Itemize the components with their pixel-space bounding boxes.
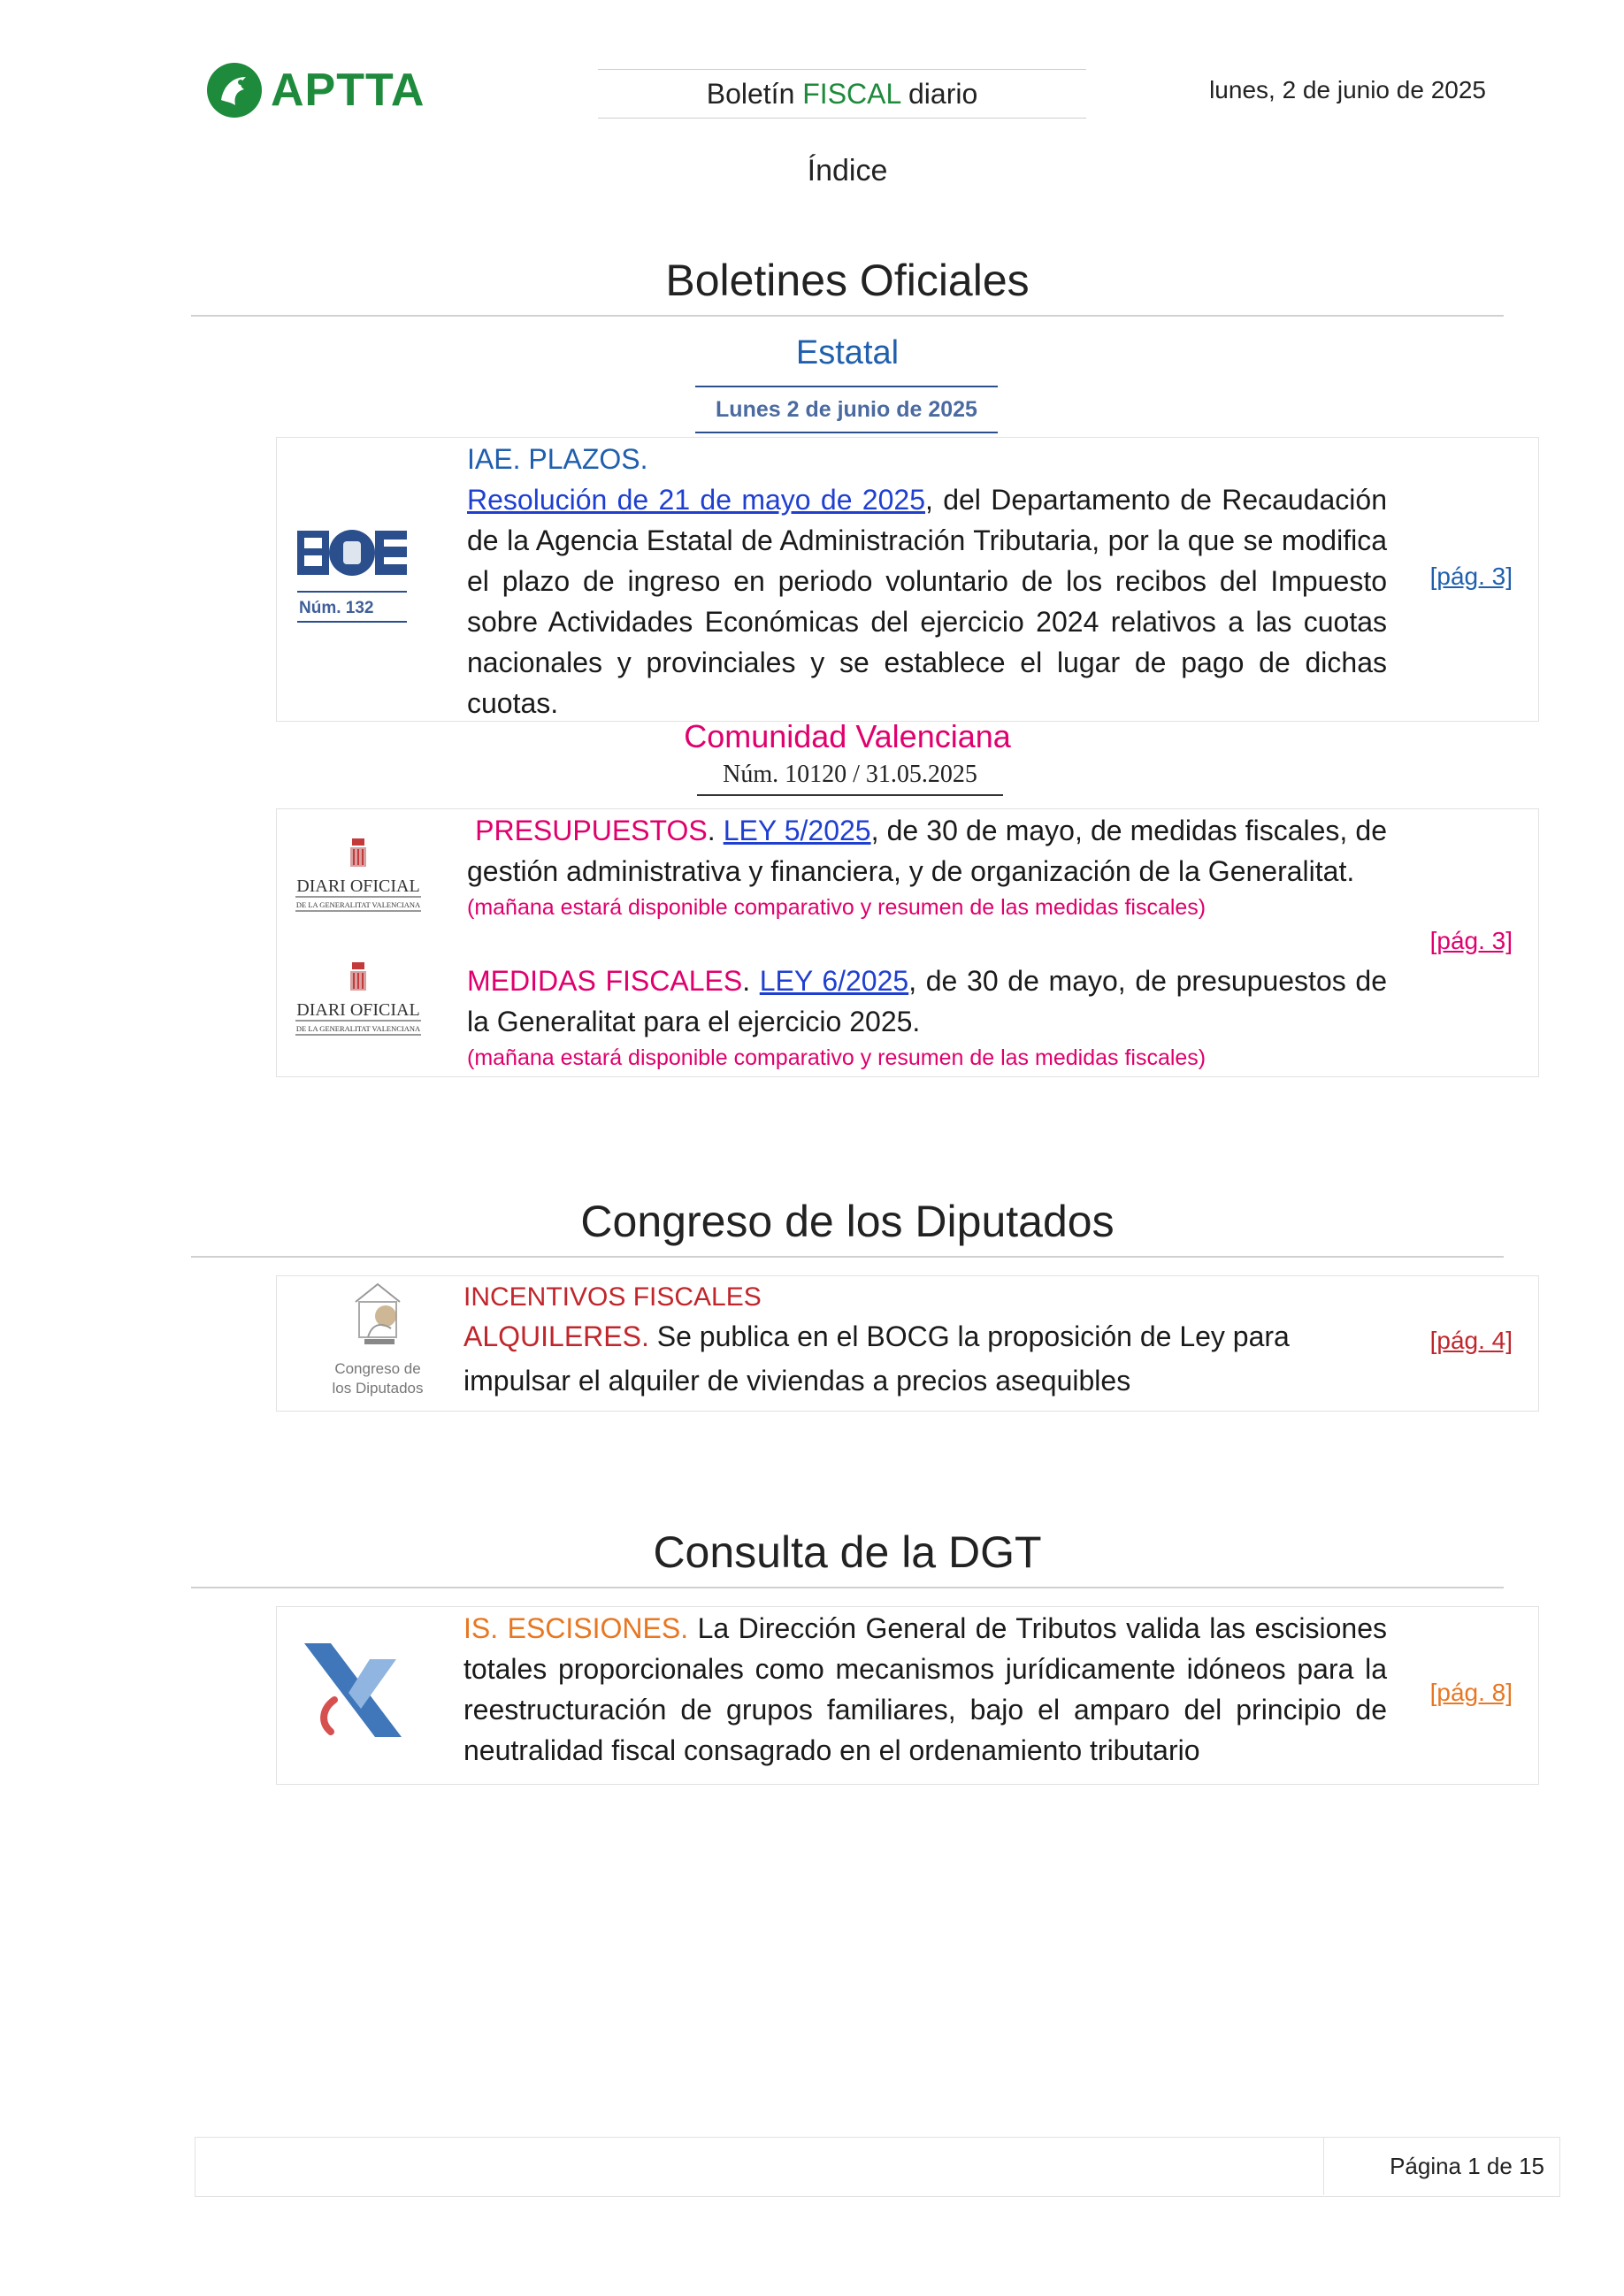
- boe-resolution-link[interactable]: Resolución de 21 de mayo de 2025: [467, 484, 925, 516]
- boe-logo-icon: [297, 527, 407, 578]
- dogv-logo-line1: DIARI OFICIAL: [296, 876, 420, 896]
- dogv-logo-line2: DE LA GENERALITAT VALENCIANA: [295, 900, 421, 909]
- section-divider: [191, 315, 1504, 317]
- boe-number: Núm. 132: [297, 591, 407, 623]
- dogv-item1-body: , de 30 de mayo, de medidas fiscales, de gestión administrativa y financiera, y de organización de la Generalitat.: [467, 815, 1388, 887]
- boe-page-link[interactable]: [pág. 3]: [1429, 563, 1513, 590]
- section-divider: [191, 1587, 1504, 1588]
- ley-5-2025-link[interactable]: LEY 5/2025: [723, 815, 871, 846]
- congreso-logo-text: [329, 1359, 426, 1398]
- bulletin-suffix: diario: [900, 78, 978, 110]
- congreso-logo-line2: los Diputados: [332, 1380, 424, 1397]
- header-date: lunes, 2 de junio de 2025: [1209, 76, 1486, 103]
- dgt-body: La Dirección General de Tributos valida las escisiones totales proporcionales como mecanismos jurídicamente idóneos para la reestructuración de grupos familiares, bajo el amparo del principio de neutralidad fiscal consagrado en el ordenamiento tributario: [463, 1612, 1387, 1766]
- boe-body: , del Departamento de Recaudación de la Agencia Estatal de Administración Tributaria, por la que se modifica el plazo de ingreso en periodo voluntario de los recibos del Impuesto sobre Actividades Económicas del ejercicio 2024 relativos a las cuotas nacionales y provinciales y se establece el lugar de pago de dichas cuotas.: [467, 484, 1388, 719]
- boe-entry: [467, 439, 1387, 723]
- boe-topic: IAE. PLAZOS.: [467, 443, 648, 475]
- section-title-congreso: Congreso de los Diputados: [580, 1197, 1115, 1246]
- ley-6-2025-link[interactable]: LEY 6/2025: [759, 965, 909, 997]
- section-divider: [191, 1256, 1504, 1258]
- aptta-emblem-icon: [205, 61, 264, 119]
- congreso-body: Se publica en el BOCG la proposición de Ley para impulsar el alquiler de viviendas a precios asequibles: [463, 1320, 1290, 1397]
- estatal-date: Lunes 2 de junio de 2025: [695, 386, 998, 433]
- dogv-logo-line1: DIARI OFICIAL: [296, 1000, 420, 1020]
- dogv-crest-icon: [292, 960, 425, 1045]
- dogv-item2-topic: MEDIDAS FISCALES: [467, 965, 743, 997]
- dogv-item1-dot: .: [707, 815, 724, 846]
- dogv-logo-1: [292, 837, 425, 922]
- dogv-logo-line2: DE LA GENERALITAT VALENCIANA: [295, 1024, 421, 1033]
- subsection-title-estatal: Estatal: [795, 334, 900, 371]
- congreso-topic1: INCENTIVOS FISCALES: [463, 1282, 762, 1312]
- dogv-entry-2: [467, 960, 1387, 1074]
- subsection-title-valenciana: Comunidad Valenciana: [684, 718, 1011, 754]
- congreso-lion-icon: [329, 1275, 426, 1355]
- dgt-entry: [463, 1608, 1387, 1771]
- bulletin-title: [598, 69, 1086, 119]
- bulletin-fiscal: FISCAL: [802, 78, 901, 110]
- dogv-page-link[interactable]: [pág. 3]: [1429, 927, 1513, 954]
- dogv-crest-icon: [292, 837, 425, 922]
- congreso-logo: [329, 1275, 426, 1399]
- footer-divider: [1323, 2137, 1324, 2195]
- dogv-item2-note: (mañana estará disponible comparativo y resumen de las medidas fiscales): [467, 1045, 1207, 1070]
- dgt-topic: IS. ESCISIONES.: [463, 1612, 689, 1644]
- dogv-item1-topic: PRESUPUESTOS: [475, 815, 708, 846]
- dogv-logo-2: [292, 960, 425, 1045]
- dogv-item1-note: (mañana estará disponible comparativo y resumen de las medidas fiscales): [467, 895, 1207, 920]
- congreso-topic2: ALQUILERES.: [463, 1320, 649, 1352]
- index-title: Índice: [807, 154, 888, 188]
- dogv-item2-body: , de 30 de mayo, de presupuestos de la Generalitat para el ejercicio 2025.: [467, 965, 1388, 1037]
- section-title-boletines: Boletines Oficiales: [665, 256, 1030, 305]
- dogv-number: Núm. 10120 / 31.05.2025: [697, 759, 1003, 796]
- page-number: Página 1 de 15: [1390, 2153, 1544, 2179]
- dgt-page-link[interactable]: [pág. 8]: [1429, 1679, 1513, 1706]
- congreso-entry: [463, 1281, 1387, 1403]
- dogv-entry-1: [467, 810, 1387, 923]
- congreso-logo-line1: Congreso de: [334, 1360, 421, 1377]
- bulletin-prefix: Boletín: [706, 78, 803, 110]
- aptta-logo: [205, 58, 453, 122]
- congreso-page-link[interactable]: [pág. 4]: [1429, 1327, 1513, 1354]
- aeat-logo-icon: [295, 1638, 410, 1744]
- aptta-logo-text: APTTA: [271, 65, 425, 116]
- dogv-item2-dot: .: [742, 965, 760, 997]
- section-title-dgt: Consulta de la DGT: [653, 1527, 1042, 1577]
